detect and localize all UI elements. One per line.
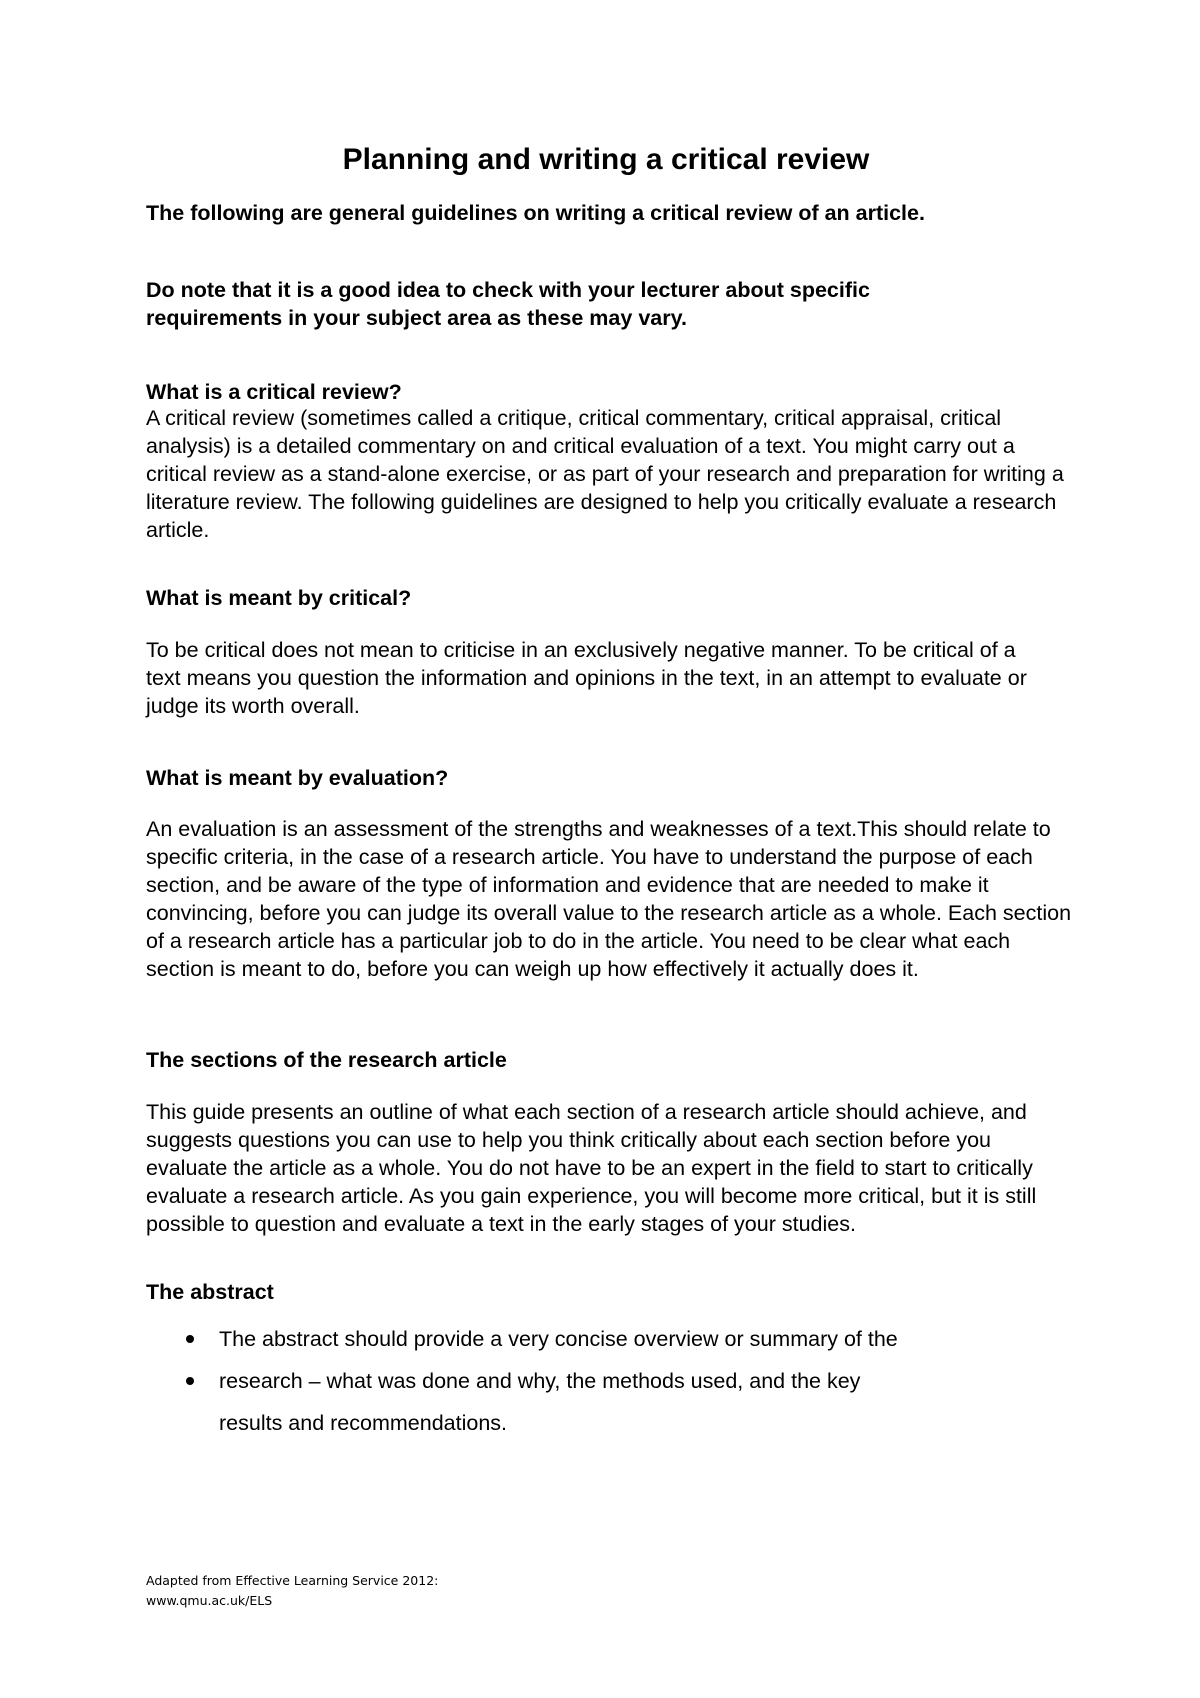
page-footer: [146, 1571, 438, 1611]
abstract-bullet-list: [146, 1318, 1066, 1444]
heading-what-is-critical-review: What is a critical review?: [146, 380, 402, 404]
list-item: [146, 1360, 899, 1444]
intro-line-1: The following are general guidelines on writing a critical review of an article.: [146, 201, 925, 225]
paragraph-meant-by-critical: To be critical does not mean to criticise in an exclusively negative manner. To be critical of a text means you question the information and opinions in the text, in an attempt to evaluate or judge its worth overall.: [146, 638, 1027, 718]
paragraph-meant-by-evaluation: An evaluation is an assessment of the strengths and weaknesses of a text.This should relate to specific criteria, in the case of a research article. You have to understand the purpose of each section, and be aware of the type of information and evidence that are needed to make it convincing, before you can judge its overall value to the research article as a whole. Each section of a research article has a particular job to do in the article. You need to be clear what each section is meant to do, before you can weigh up how effectively it actually does it.: [146, 817, 1072, 981]
list-item-text: The abstract should provide a very concise overview or summary of the: [219, 1327, 898, 1351]
heading-sections-research-article: The sections of the research article: [146, 1048, 507, 1072]
list-item-text: research – what was done and why, the methods used, and the key results and recommendations.: [219, 1369, 861, 1435]
footer-url: www.qmu.ac.uk/ELS: [146, 1593, 273, 1608]
heading-meant-by-evaluation: What is meant by evaluation?: [146, 766, 449, 790]
list-item: [146, 1318, 1066, 1360]
bullet-icon: [186, 1377, 194, 1385]
paragraph-sections-research-article: This guide presents an outline of what each section of a research article should achieve, and suggests questions you can use to help you think critically about each section before you evaluate the article as a whole. You do not have to be an expert in the field to start to critically evaluate a research article. As you gain experience, you will become more critical, but it is still possible to question and evaluate a text in the early stages of your studies.: [146, 1100, 1037, 1236]
heading-meant-by-critical: What is meant by critical?: [146, 586, 412, 610]
heading-abstract: The abstract: [146, 1280, 274, 1304]
bullet-icon: [186, 1335, 194, 1343]
footer-attribution: Adapted from Effective Learning Service 2012:: [146, 1573, 439, 1588]
intro-line-2: Do note that it is a good idea to check with your lecturer about specific requirements in your subject area as these may vary.: [146, 278, 870, 330]
document-title: Planning and writing a critical review: [342, 143, 870, 176]
paragraph-what-is-critical-review: A critical review (sometimes called a critique, critical commentary, critical appraisal, critical analysis) is a detailed commentary on and critical evaluation of a text. You might carry out a critical review as a stand-alone exercise, or as part of your research and preparation for writing a literature review. The following guidelines are designed to help you critically evaluate a research article.: [146, 406, 1064, 542]
